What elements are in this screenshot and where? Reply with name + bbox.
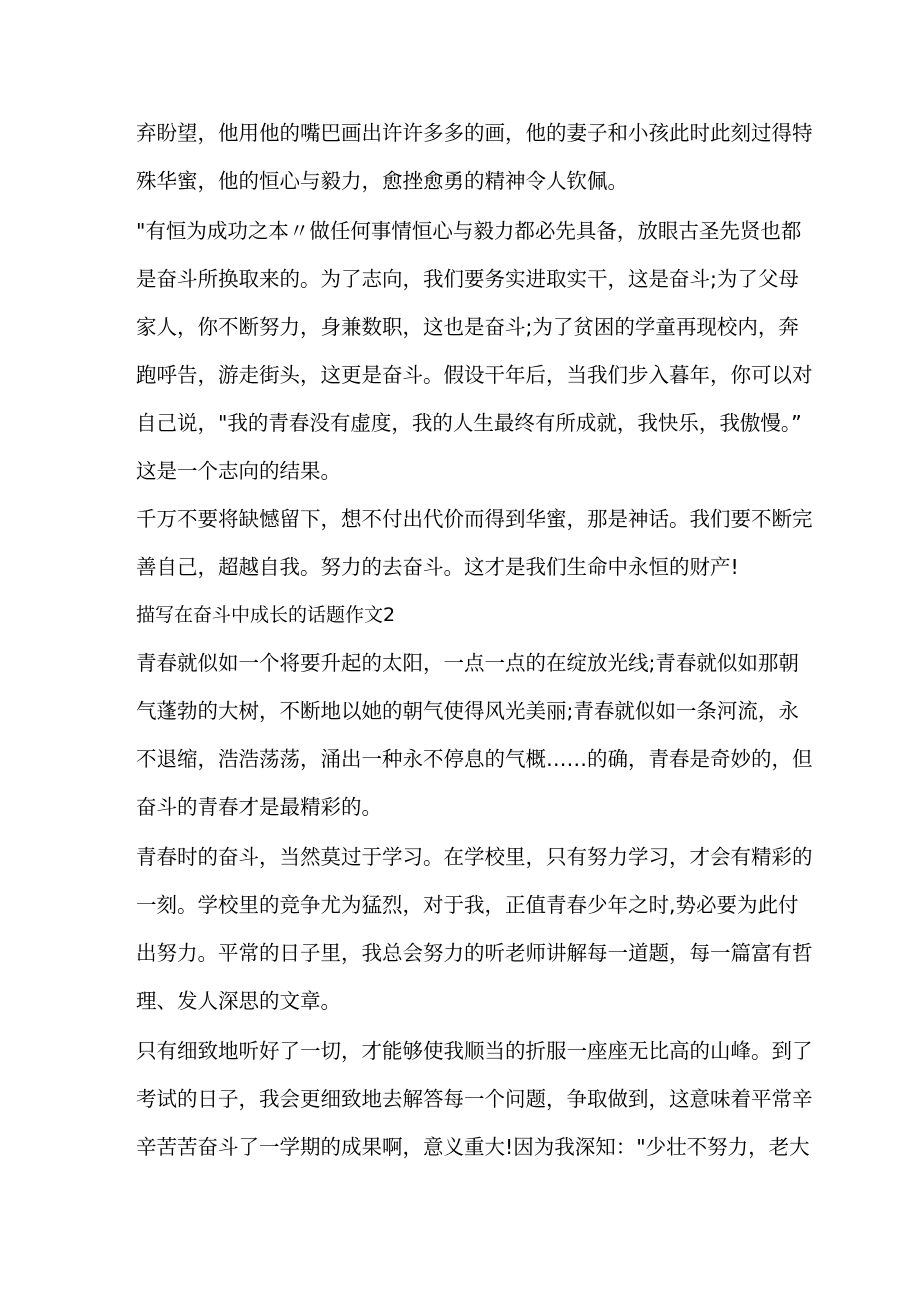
text-line: 辛苦苦奋斗了一学期的成果啊，意义重大!因为我深知："少壮不努力，老大: [136, 1135, 810, 1159]
text-line: 跑呼告，游走街头，这更是奋斗。假设干年后，当我们步入暮年，你可以对: [136, 363, 813, 387]
text-line: "有恒为成功之本〃做任何事情恒心与毅力都必先具备，放眼古圣先贤也都: [136, 219, 802, 243]
text-line: 只有细致地听好了一切，才能够使我顺当的折服一座座无比高的山峰。到了: [136, 1039, 813, 1063]
text-line: 是奋斗所换取来的。为了志向，我们要务实进取实干，这是奋斗;为了父母: [136, 267, 799, 291]
text-line: 千万不要将缺憾留下，想不付出代价而得到华蜜，那是神话。我们要不断完: [136, 507, 813, 531]
text-line: 善自己，超越自我。努力的去奋斗。这才是我们生命中永恒的财产!: [136, 555, 739, 579]
text-line: 青春就似如一个将要升起的太阳，一点一点的在绽放光线;青春就似如那朝: [136, 651, 799, 675]
text-line: 家人，你不断努力，身兼数职，这也是奋斗;为了贫困的学童再现校内，奔: [136, 315, 799, 339]
text-line: 弃盼望，他用他的嘴巴画出许许多多的画，他的妻子和小孩此时此刻过得特: [136, 121, 813, 145]
text-line: 这是一个志向的结果。: [136, 459, 341, 483]
text-line: 自己说，"我的青春没有虚度，我的人生最终有所成就，我快乐，我傲慢。”: [136, 411, 802, 435]
text-line: 奋斗的青春才是最精彩的。: [136, 795, 382, 819]
text-line: 一刻。学校里的竞争尤为猛烈，对于我，正值青春少年之时,势必要为此付: [136, 893, 799, 917]
text-line: 气蓬勃的大树，不断地以她的朝气使得风光美丽;青春就似如一条河流，永: [136, 699, 799, 723]
text-line: 考试的日子，我会更细致地去解答每一个问题，争取做到，这意味着平常辛: [136, 1087, 813, 1111]
text-line: 出努力。平常的日子里，我总会努力的听老师讲解每一道题，每一篇富有哲: [136, 941, 813, 965]
text-line: 殊华蜜，他的恒心与毅力，愈挫愈勇的精神令人钦佩。: [136, 169, 628, 193]
text-line: 不退缩，浩浩荡荡，涌出一种永不停息的气概……的确，青春是奇妙的，但: [136, 747, 813, 771]
text-line: 理、发人深思的文章。: [136, 989, 341, 1013]
section-heading: 描写在奋斗中成长的话题作文2: [136, 604, 396, 626]
text-line: 青春时的奋斗，当然莫过于学习。在学校里，只有努力学习，才会有精彩的: [136, 845, 813, 869]
